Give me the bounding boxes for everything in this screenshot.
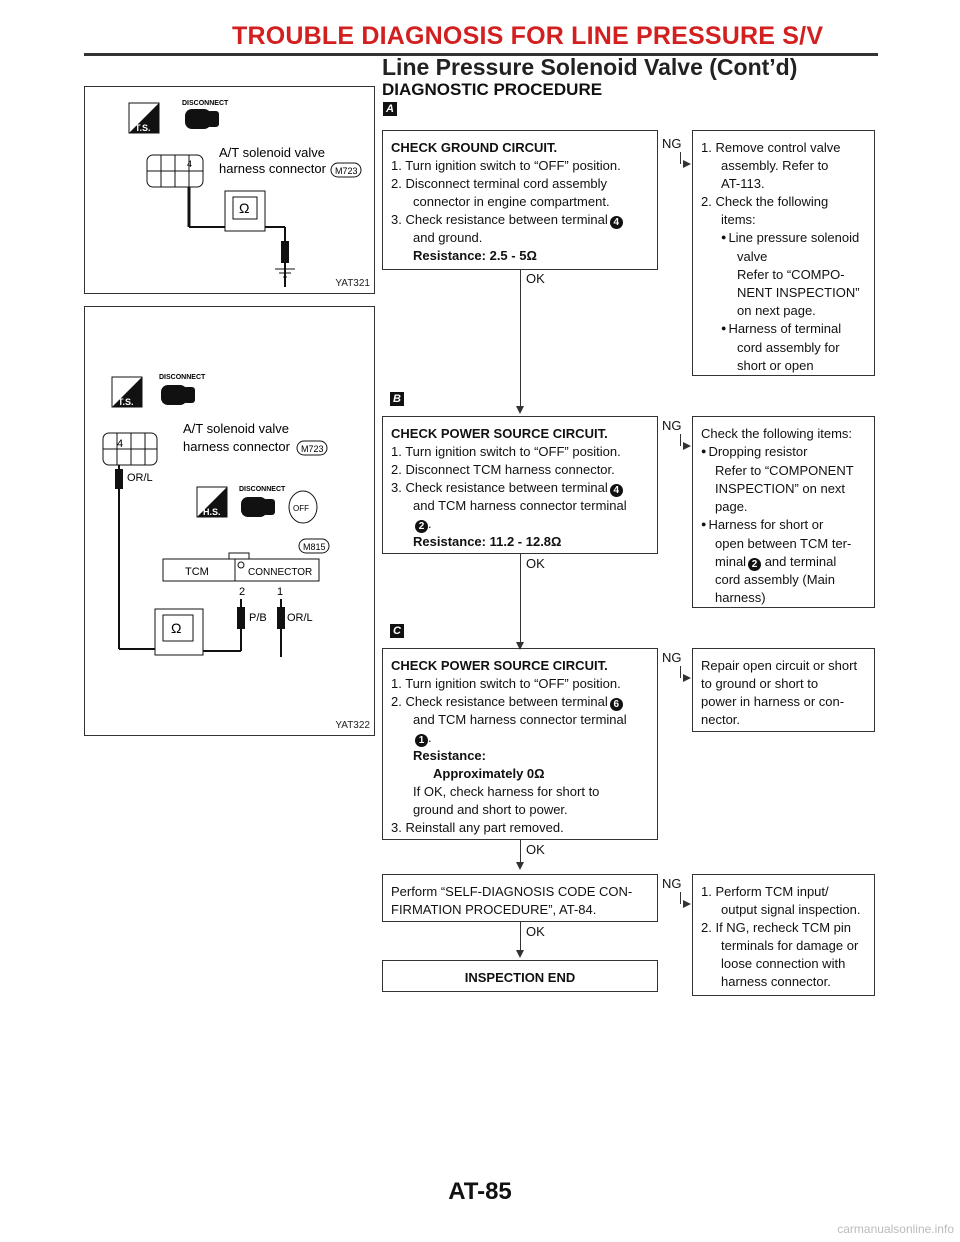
fig2-ohm: Ω	[171, 620, 182, 636]
fig2-conn-label-2: harness connector	[183, 439, 290, 454]
fig1-disconnect-label: DISCONNECT	[182, 100, 229, 107]
step4-ng-box: 1. Perform TCM input/ output signal inspection. 2. If NG, recheck TCM pin terminals for damage or loose connection with harness connector.	[692, 874, 875, 996]
section-title: DIAGNOSTIC PROCEDURE	[382, 80, 603, 99]
fig1-ts-label: T.S.	[135, 123, 151, 133]
marker-c: C	[390, 624, 404, 638]
step1-title: CHECK GROUND CIRCUIT.	[391, 140, 558, 155]
fig2-disconnect-label-2: DISCONNECT	[239, 486, 286, 493]
step1-ng-label: NG	[662, 136, 682, 151]
fig2-wire-orl: OR/L	[127, 472, 153, 484]
step2-box: CHECK POWER SOURCE CIRCUIT. 1. Turn ignition switch to “OFF” position. 2. Disconnect TCM harness connector. 3. Check resistance between terminal 4 and TCM harness connector terminal 2 . Resistance: 11.2 - 12.8Ω	[382, 416, 658, 554]
fig1-pin-label: 4	[187, 159, 193, 169]
fig2-tcm-label: TCM	[185, 566, 209, 578]
fig1-conn-label-2: harness connector	[219, 161, 326, 176]
page-subtitle: Line Pressure Solenoid Valve (Cont’d)	[382, 54, 798, 80]
fig2-connector-label: CONNECTOR	[248, 567, 313, 578]
fig2-conn-code: M723	[301, 444, 324, 454]
step1-ng-box: 1. Remove control valve assembly. Refer to AT-113. 2. Check the following items: ● Line pressure solenoid valve Refer to “COMPO- NENT INSPECTION” on next page. ● Harness of terminal cord assembly for short or open	[692, 130, 875, 376]
figure-yat321	[84, 86, 375, 294]
fig2-hs-label: H.S.	[203, 507, 221, 517]
fig2-diagram	[85, 307, 374, 735]
figure-yat322	[84, 306, 375, 736]
marker-b: B	[390, 392, 404, 406]
step2-ng-label: NG	[662, 418, 682, 433]
page-header-title: TROUBLE DIAGNOSIS FOR LINE PRESSURE S/V	[232, 22, 824, 50]
step1-ok-label: OK	[526, 271, 545, 286]
step4-box: Perform “SELF-DIAGNOSIS CODE CON- FIRMATION PROCEDURE”, AT-84.	[382, 874, 658, 922]
fig2-off-label: OFF	[293, 504, 309, 513]
fig1-conn-label-1: A/T solenoid valve	[219, 145, 325, 160]
fig2-pin1: 1	[277, 586, 284, 598]
step2-ng-box: Check the following items: ● Dropping resistor Refer to “COMPONENT INSPECTION” on next page. ● Harness for short or open between TCM ter- minal 2 and terminal cord assembly (Main harness)	[692, 416, 875, 608]
fig2-tcm-code: M815	[303, 542, 326, 552]
step1-box: CHECK GROUND CIRCUIT. 1. Turn ignition switch to “OFF” position. 2. Disconnect terminal cord assembly connector in engine compartment. 3. Check resistance between terminal 4 and ground. Resistance: 2.5 - 5Ω	[382, 130, 658, 270]
watermark: carmanualsonline.info	[837, 1222, 954, 1236]
fig1-diagram	[85, 87, 374, 293]
fig1-id: YAT321	[335, 278, 370, 289]
step4-ng-label: NG	[662, 876, 682, 891]
fig2-id: YAT322	[335, 720, 370, 731]
step3-box: CHECK POWER SOURCE CIRCUIT. 1. Turn ignition switch to “OFF” position. 2. Check resistance between terminal 6 and TCM harness connector terminal 1 . Resistance: Approximately 0Ω If OK, check harness for short to ground and short to power. 3. Reinstall any part removed.	[382, 648, 658, 840]
page-number: AT-85	[448, 1178, 512, 1205]
step3-title: CHECK POWER SOURCE CIRCUIT.	[391, 658, 608, 673]
step3-ng-box: Repair open circuit or short to ground or short to power in harness or con- nector.	[692, 648, 875, 732]
fig2-ts-label: T.S.	[118, 397, 134, 407]
fig2-pin2: 2	[239, 586, 246, 598]
inspection-end-box: INSPECTION END	[382, 960, 658, 992]
fig2-wire-pb: P/B	[249, 612, 267, 624]
step2-title: CHECK POWER SOURCE CIRCUIT.	[391, 426, 608, 441]
fig2-disconnect-label-1: DISCONNECT	[159, 374, 206, 381]
fig1-conn-code: M723	[335, 166, 358, 176]
fig2-wire-orl-2: OR/L	[287, 612, 313, 624]
step2-ok-label: OK	[526, 556, 545, 571]
step4-ok-label: OK	[526, 924, 545, 939]
fig2-pin-label: 4	[117, 438, 124, 450]
step3-ok-label: OK	[526, 842, 545, 857]
step3-ng-label: NG	[662, 650, 682, 665]
marker-a: A	[383, 102, 397, 116]
fig1-ohm: Ω	[239, 200, 250, 216]
fig2-conn-label-1: A/T solenoid valve	[183, 421, 289, 436]
terminal-4-badge: 4	[610, 216, 623, 229]
